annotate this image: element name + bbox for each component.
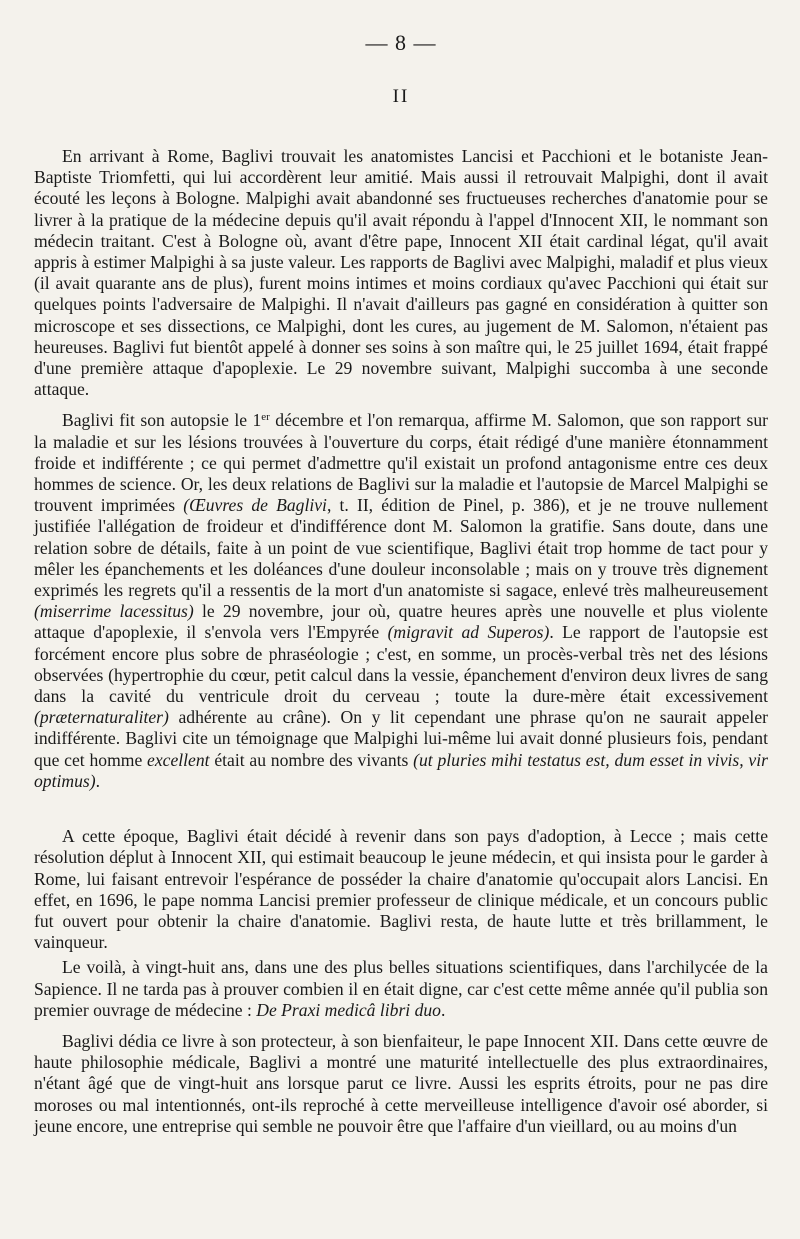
section-heading: II (392, 86, 410, 107)
italic-phrase: (Œuvres de Baglivi (183, 495, 327, 516)
paragraph (34, 146, 768, 400)
text-run: adhérente au crâne). On y lit cependant une phrase qu'on ne saurait appeler indifférente. Baglivi cite un témoignage que Malpighi lui-même lui avait donné plusieurs fois, pendant que cet homme (34, 707, 768, 770)
text-run: , t. II, édition de Pinel, p. 386), et je ne trouve nullement justifiée l'allégation de froideur et d'indifférence dont M. Salomon la gratifie. Sans doute, dans une relation sobre de détails, faite à un point de vue scientifique, Baglivi était trop homme de tact pour y mêler les épanchements et les doléances d'une douleur inconsolable ; mais on y trouve très dignement exprimés les regrets qu'il a ressentis de la mort d'un anatomiste si sagace, enlevé très malheureusement (34, 495, 768, 601)
body-text (34, 146, 768, 1137)
paragraph (34, 1031, 768, 1137)
text-run: En arrivant à Rome, Baglivi trouvait les anatomistes Lancisi et Pacchioni et le botaniste Jean-Baptiste Triomfetti, qui lui accordèrent leur amitié. Mais aussi il retrouvait Malpighi, dont il avait écouté les leçons à Bologne. Malpighi avait abandonné ses fructueuses recherches d'anatomie pour se livrer à la pratique de la médecine depuis qu'il avait répondu à l'appel d'Innocent XII, le nommant son médecin traitant. C'est à Bologne où, avant d'être pape, Innocent XII était cardinal légat, qu'il avait appris à estimer Malpighi à sa juste valeur. Les rapports de Baglivi avec Malpighi, maladif et plus vieux (il avait quarante ans de plus), furent moins intimes et moins cordiaux qu'avec Pacchioni qui était sur quelques points l'adversaire de Malpighi. Il n'avait d'ailleurs pas gagné en considération à quitter son microscope et ses dissections, ce Malpighi, dont les cures, au jugement de M. Salomon, n'étaient pas heureuses. Baglivi fut bientôt appelé à donner ses soins à son maître qui, le 25 juillet 1694, était frappé d'une première attaque d'apoplexie. Le 29 novembre suivant, Malpighi succomba à une seconde attaque. (34, 146, 768, 400)
text-run: Baglivi fit son autopsie le 1 (62, 410, 262, 431)
text-run: . Le rapport de l'autopsie est forcément encore plus sobre de phraséologie ; c'est, en somme, un procès-verbal très net des lésions observées (hypertrophie du cœur, petit calcul dans la vessie, épanchement d'environ deux livres de sang dans la cavité du ventricule droit du cerveau ; toute la dure-mère était excessivement (34, 622, 768, 707)
paragraph (34, 410, 768, 792)
text-run: A cette époque, Baglivi était décidé à revenir dans son pays d'adoption, à Lecce ; mais cette résolution déplut à Innocent XII, qui estimait beaucoup le jeune médecin, et qui insista pour le garder à Rome, lui faisant entrevoir l'espérance de posséder la chaire d'anatomie qu'occupait alors Lancisi. En effet, en 1696, le pape nomma Lancisi premier professeur de clinique médicale, et un concours public fut ouvert pour obtenir la chaire d'anatomie. Baglivi resta, de haute lutte et très brillamment, le vainqueur. (34, 826, 768, 953)
italic-phrase: De Praxi medicâ libri duo (256, 999, 441, 1020)
italic-phrase: (migravit ad Superos) (387, 622, 550, 643)
text-run: décembre et l'on remarqua, affirme M. Salomon, que son rapport sur la maladie et sur les lésions trouvées à l'ouverture du corps, était rédigé d'une manière étonnamment froide et indifférente ; ce qui permet d'admettre qu'il existait un profond antagonisme entre ces deux hommes de science. Or, les deux relations de Baglivi sur la maladie et l'autopsie de Marcel Malpighi se trouvent imprimées (34, 410, 769, 516)
page-number: — 8 — (365, 30, 437, 55)
text-run: le 29 novembre, jour où, quatre heures après une nouvelle et plus violente attaque d'apoplexie, il s'envola vers l'Empyrée (34, 601, 768, 643)
italic-phrase: (ut pluries mihi testatus est, dum esset in vivis, vir optimus) (34, 749, 768, 791)
text-run: était au nombre des vivants (209, 749, 414, 770)
paragraph (34, 826, 768, 953)
paragraph (34, 957, 768, 1021)
text-run: . (95, 770, 100, 791)
text-run: Le voilà, à vingt-huit ans, dans une des plus belles situations scientifiques, dans l'archilycée de la Sapience. Il ne tarda pas à prouver combien il en était digne, car c'est cette même année qu'il publia son premier ouvrage de médecine : (34, 957, 768, 1020)
text-run: . (440, 999, 446, 1020)
italic-phrase: excellent (147, 749, 210, 770)
text-run: Baglivi dédia ce livre à son protecteur, à son bienfaiteur, le pape Innocent XII. Dans cette œuvre de haute philosophie médicale, Baglivi a montré une maturité intellectuelle des plus extraordinaires, n'étant âgé que de vingt-huit ans lorsque parut ce livre. Aussi les esprits étroits, pour ne pas dire moroses ou mal intentionnés, ont-ils reproché à cette merveilleuse intelligence d'avoir osé aborder, si jeune encore, une entreprise qui semble ne pouvoir être que l'affaire d'un vieillard, ou au moins d'un (34, 1030, 768, 1136)
italic-phrase: (præternaturaliter) (34, 707, 169, 728)
superscript: er (261, 411, 270, 424)
italic-phrase: (miserrime lacessitus) (34, 601, 194, 622)
